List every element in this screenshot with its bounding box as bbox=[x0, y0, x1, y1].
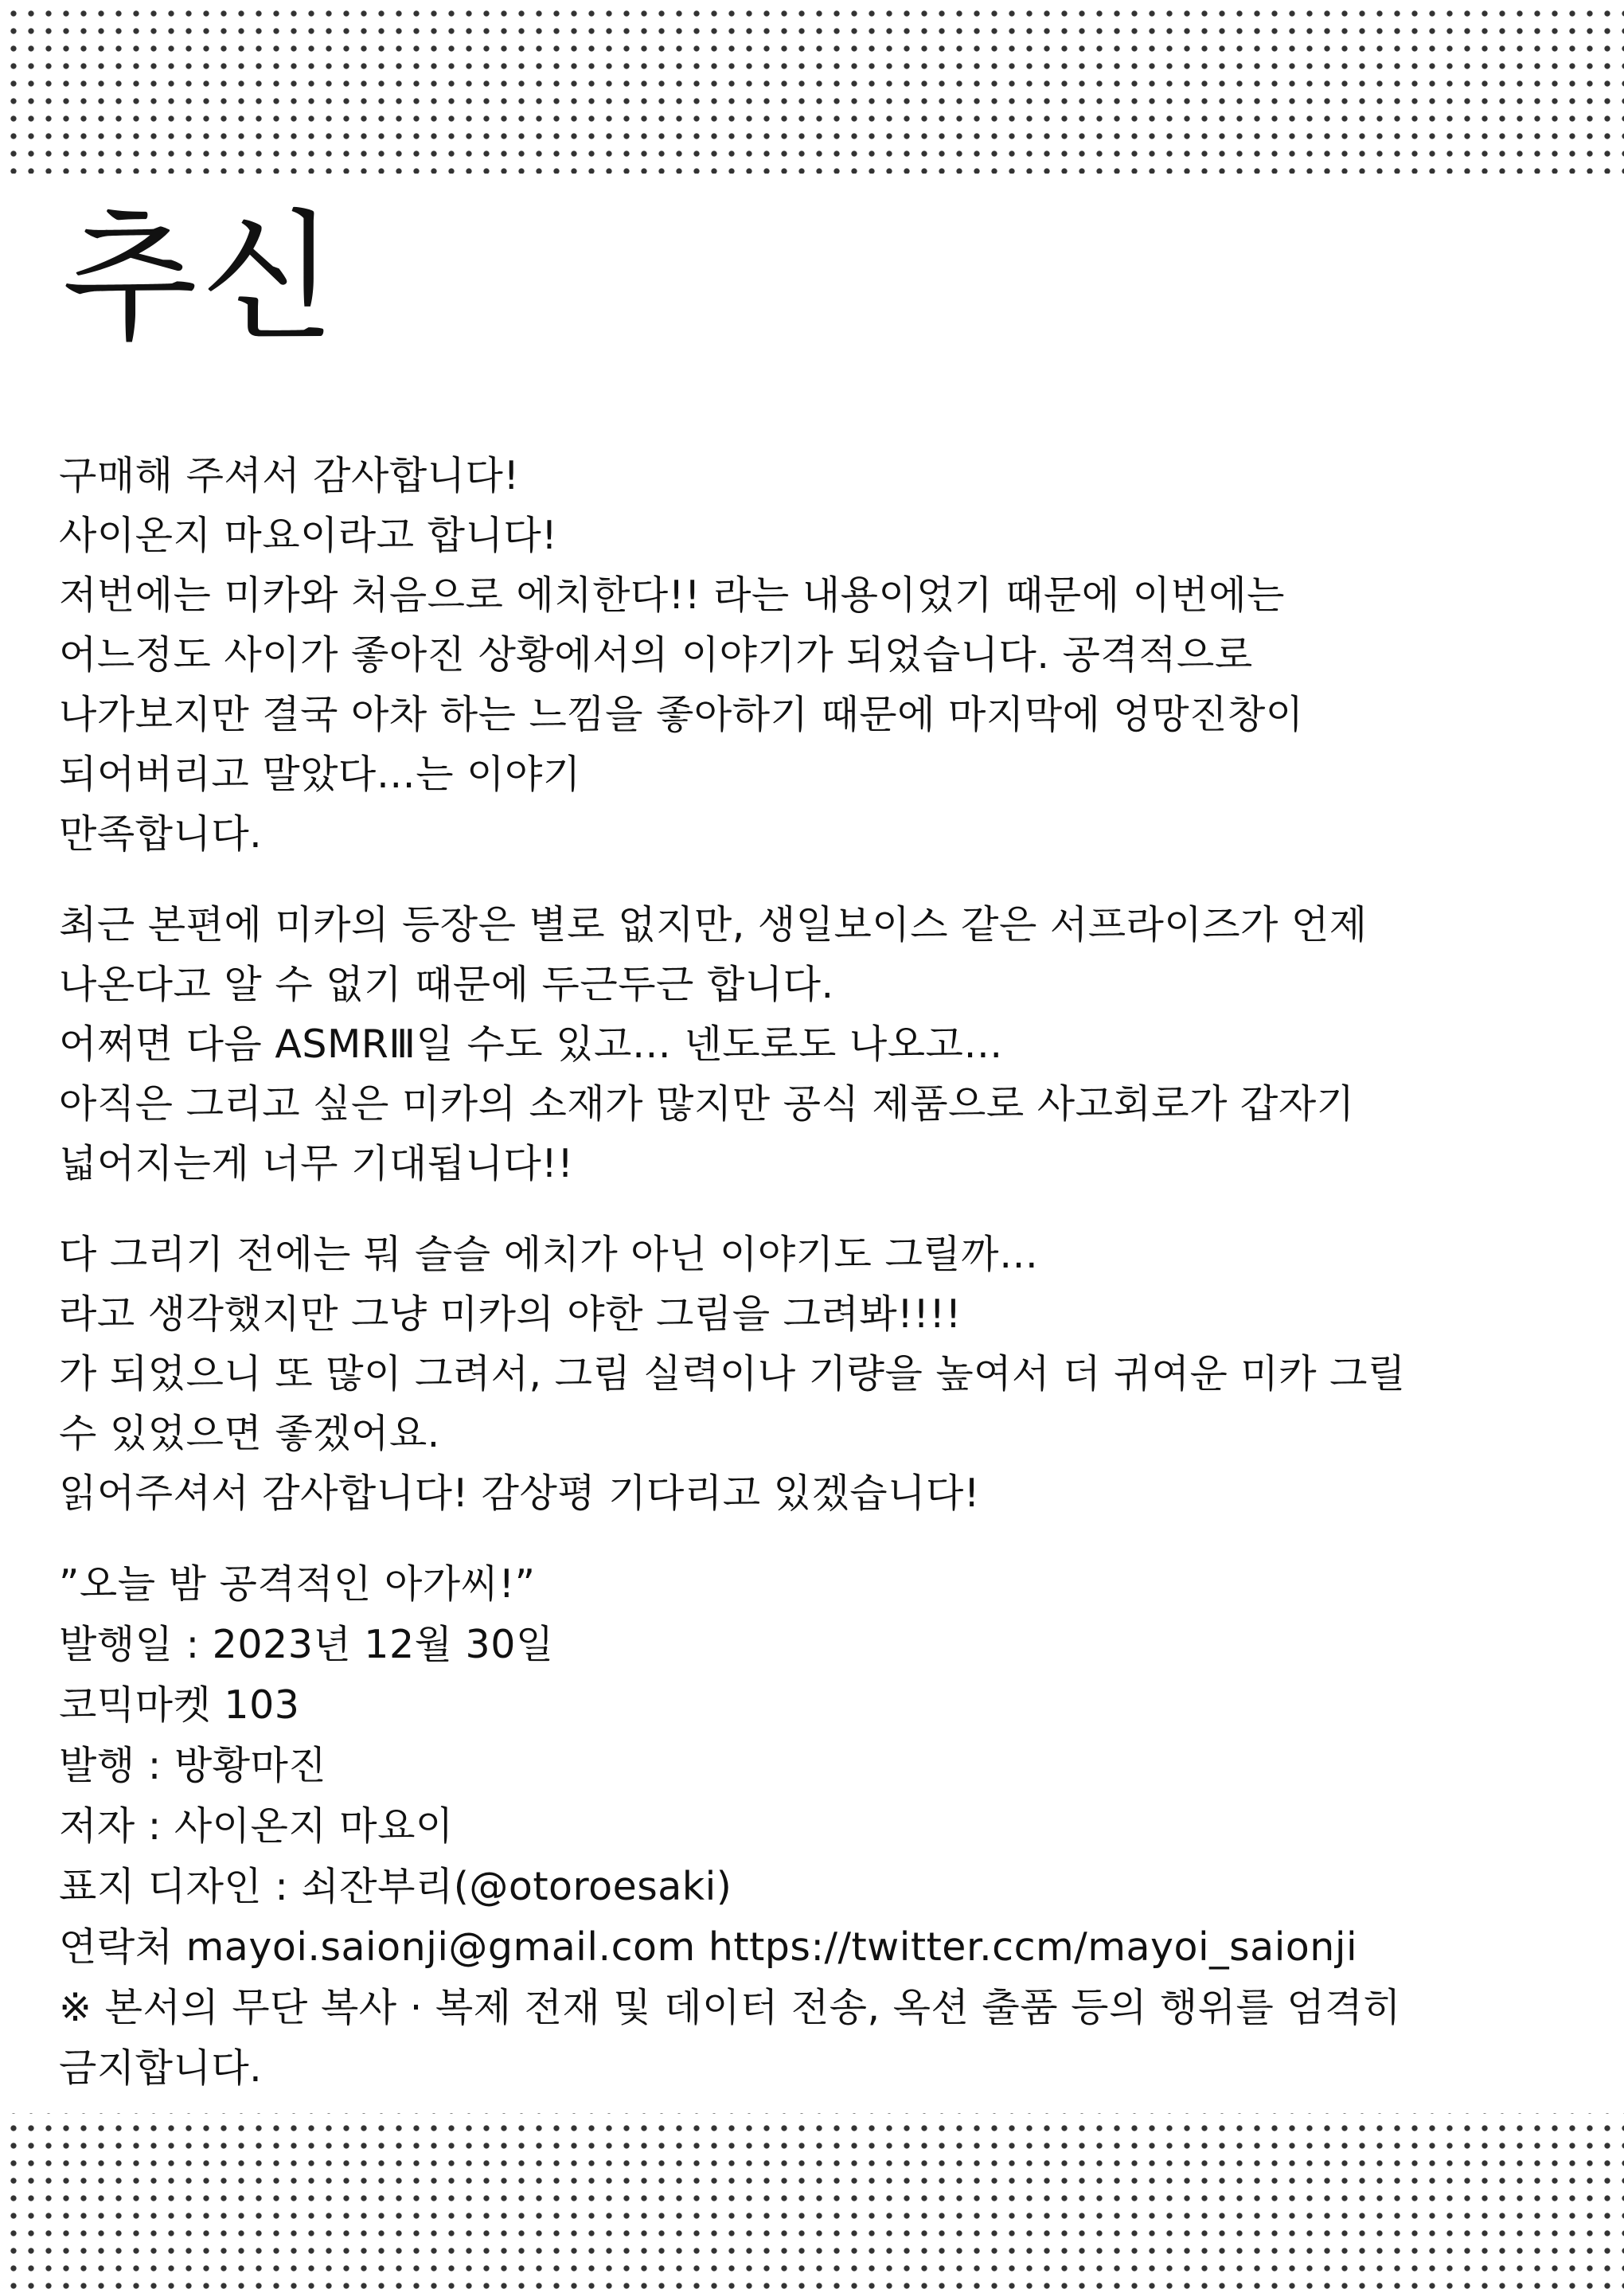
colophon-copyright-notice-cont: 금지합니다. bbox=[59, 2045, 263, 2091]
text-line: 어느정도 사이가 좋아진 상황에서의 이야기가 되었습니다. 공격적으로 bbox=[59, 632, 1253, 678]
page-title: 추신 bbox=[62, 197, 340, 360]
text-line: 라고 생각했지만 그냥 미카의 야한 그림을 그려봐!!!! bbox=[59, 1291, 962, 1337]
paragraph-spacer bbox=[59, 1523, 1571, 1554]
paragraph-recent-news bbox=[59, 895, 1571, 1193]
colophon bbox=[59, 1554, 1571, 2099]
colophon-cover-design: 표지 디자인 : 쇠잔부리(@otoroesaki) bbox=[59, 1864, 732, 1909]
text-line: 되어버리고 말았다…는 이야기 bbox=[59, 752, 581, 797]
text-line: 나가보지만 결국 아차 하는 느낌을 좋아하기 때문에 마지막에 엉망진창이 bbox=[59, 692, 1304, 737]
text-line: 어쩌면 다음 ASMRⅢ일 수도 있고… 넨도로도 나오고… bbox=[59, 1021, 1003, 1067]
colophon-contact: 연락처 mayoi.saionji@gmail.com https://twitter.ccm/mayoi_saionji bbox=[59, 1924, 1358, 1970]
paragraph-spacer bbox=[59, 864, 1571, 895]
halftone-dot-border-bottom bbox=[0, 2113, 1624, 2293]
colophon-copyright-notice: ※ 본서의 무단 복사 · 복제 전재 및 데이터 전송, 옥션 출품 등의 행위를 엄격히 bbox=[59, 1985, 1401, 2030]
colophon-event: 코믹마켓 103 bbox=[59, 1682, 300, 1728]
text-line: 읽어주셔서 감사합니다! 감상평 기다리고 있겠습니다! bbox=[59, 1471, 980, 1516]
text-line: 다 그리기 전에는 뭐 슬슬 에치가 아닌 이야기도 그릴까… bbox=[59, 1232, 1039, 1277]
text-line: 구매해 주셔서 감사합니다! bbox=[59, 453, 520, 498]
text-line: 저번에는 미카와 처음으로 에치한다!! 라는 내용이었기 때문에 이번에는 bbox=[59, 572, 1286, 618]
text-line: 만족합니다. bbox=[59, 811, 263, 857]
text-line: 나온다고 알 수 없기 때문에 두근두근 합니다. bbox=[59, 962, 834, 1007]
paragraph-greeting bbox=[59, 446, 1571, 864]
text-line: 최근 본편에 미카의 등장은 별로 없지만, 생일보이스 같은 서프라이즈가 언제 bbox=[59, 902, 1368, 947]
colophon-publisher: 발행 : 방황마진 bbox=[59, 1743, 327, 1788]
halftone-dot-border-top bbox=[0, 0, 1624, 174]
text-line: 가 되었으니 또 많이 그려서, 그림 실력이나 기량을 높여서 더 귀여운 미카 그릴 bbox=[59, 1351, 1406, 1397]
paragraph-closing bbox=[59, 1225, 1571, 1523]
paragraph-spacer bbox=[59, 1193, 1571, 1225]
colophon-book-title: ”오늘 밤 공격적인 아가씨!” bbox=[59, 1561, 536, 1607]
text-line: 넓어지는게 너무 기대됩니다!! bbox=[59, 1141, 574, 1186]
text-line: 수 있었으면 좋겠어요. bbox=[59, 1411, 440, 1456]
colophon-author: 저자 : 사이온지 마요이 bbox=[59, 1803, 454, 1849]
colophon-publish-date: 발행일 : 2023년 12월 30일 bbox=[59, 1622, 554, 1667]
afterword-body bbox=[59, 446, 1571, 2099]
text-line: 아직은 그리고 싶은 미카의 소재가 많지만 공식 제품으로 사고회로가 갑자기 bbox=[59, 1081, 1355, 1127]
text-line: 사이온지 마요이라고 합니다! bbox=[59, 513, 558, 558]
